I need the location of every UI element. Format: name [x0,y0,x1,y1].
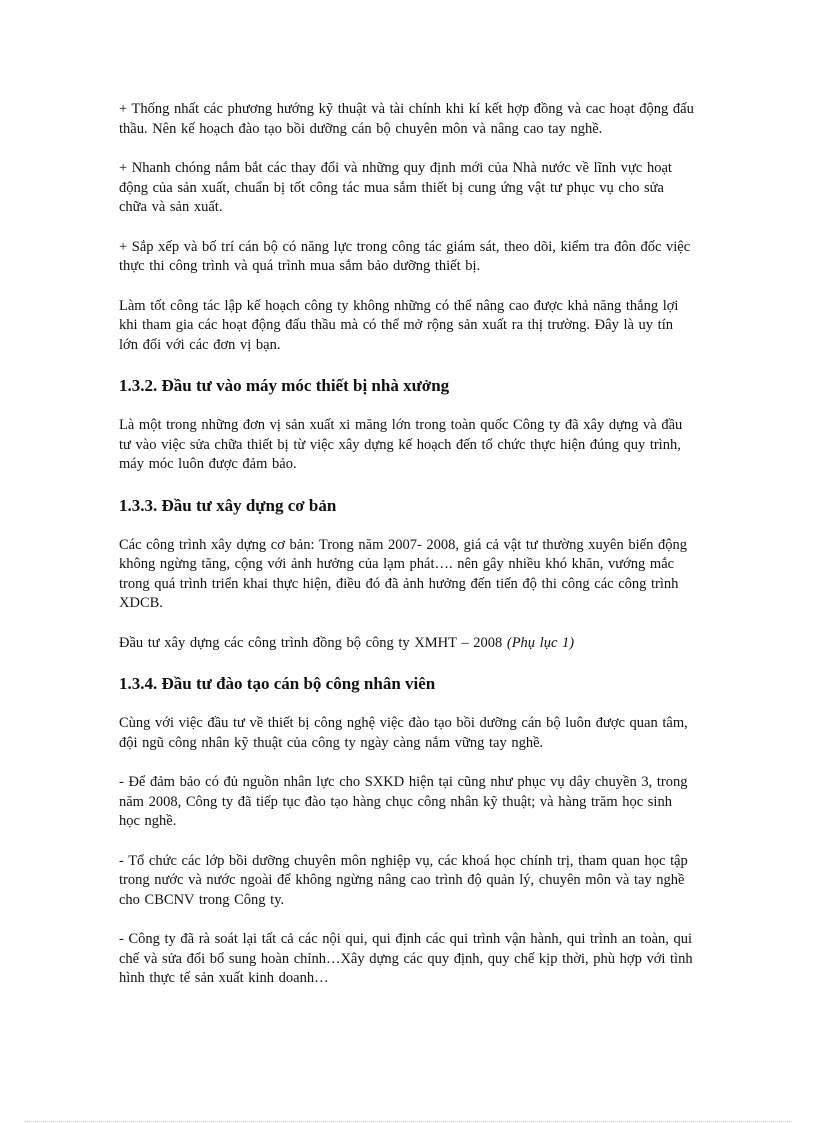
paragraph-planning-benefits: Làm tốt công tác lập kế hoạch công ty không những có thể nâng cao được khả năng thắng lợi khi tham gia các hoạt động đấu thầu mà có thể mở rộng sản xuất ra thị trường. Đây là uy tín lớn đối với các đơn vị bạn. [119,297,679,353]
paragraph-training-workforce: - Để đảm bảo có đủ nguồn nhân lực cho SXKD hiện tại cũng như phục vụ dây chuyền 3, trong năm 2008, Công ty đã tiếp tục đào tạo hàng chục công nhân kỹ thuật; và hàng trăm học sinh học nghề. [119,774,688,829]
section-heading-training: 1.3.4. Đầu tư đào tạo cán bộ công nhân viên [119,674,436,693]
paragraph-training-courses: - Tổ chức các lớp bồi dưỡng chuyên môn nghiệp vụ, các khoá học chính trị, tham quan học tập trong nước và nước ngoài để không ngừng nâng cao trình độ quản lý, chuyên môn và tay nghề cho CBCNV trong Công ty. [119,852,688,908]
paragraph-arrange-staff: + Sắp xếp và bố trí cán bộ có năng lực trong công tác giám sát, theo dõi, kiểm tra đôn đốc việc thực thi công trình và quá trình mua sắm bảo dưỡng thiết bị. [119,238,691,274]
page-bottom-divider [24,1121,792,1122]
reference-text: Đầu tư xây dựng các công trình đồng bộ công ty XMHT – 2008 [119,634,507,651]
section-heading-construction: 1.3.3. Đầu tư xây dựng cơ bản [119,495,337,515]
appendix-reference: (Phụ lục 1) [506,634,575,651]
paragraph-training-intro: Cùng với việc đầu tư về thiết bị công nghệ việc đào tạo bồi dưỡng cán bộ luôn được quan tâm, đội ngũ công nhân kỹ thuật của công ty ngày càng nắm vững tay nghề. [119,715,688,751]
paragraph-construction-reference [119,634,694,654]
paragraph-grasp-regulations: + Nhanh chóng nắm bắt các thay đổi và những quy định mới của Nhà nước về lĩnh vực hoạt động của sản xuất, chuẩn bị tốt công tác mua sắm thiết bị cung ứng vật tư phục vụ cho sửa chữa và sản xuất. [119,160,672,215]
paragraph-machinery: Là một trong những đơn vị sản xuất xi măng lớn trong toàn quốc Công ty đã xây dựng và đầu tư vào việc sửa chữa thiết bị từ việc xây dựng kế hoạch đến tổ chức thực hiện đúng quy trình, máy móc luôn được đảm bảo. [119,417,683,472]
paragraph-construction: Các công trình xây dựng cơ bản: Trong năm 2007- 2008, giá cả vật tư thường xuyên biến động không ngừng tăng, cộng với ảnh hưởng của lạm phát…. nên gây nhiều khó khăn, vướng mắc trong quá trình triển khai thực hiện, điều đó đã ảnh hưởng đến tiến độ thi công các công trình XDCB. [119,536,687,611]
paragraph-training-regulations: - Công ty đã rà soát lại tất cả các nội qui, qui định các qui trình vận hành, qui trình an toàn, qui chế và sửa đổi bổ sung hoàn chỉnh…Xây dựng các quy định, quy chế kịp thời, phù hợp với tình hình thực tế sản xuất kinh doanh… [119,931,693,986]
section-heading-machinery: 1.3.2. Đầu tư vào máy móc thiết bị nhà xưởng [119,376,450,395]
paragraph-unify-technical-financial: + Thống nhất các phương hướng kỹ thuật và tài chính khi kí kết hợp đồng và cac hoạt động đấu thầu. Nên kế hoạch đào tạo bồi dưỡng cán bộ chuyên môn và nâng cao tay nghề. [119,101,694,137]
document-page [119,100,694,1009]
